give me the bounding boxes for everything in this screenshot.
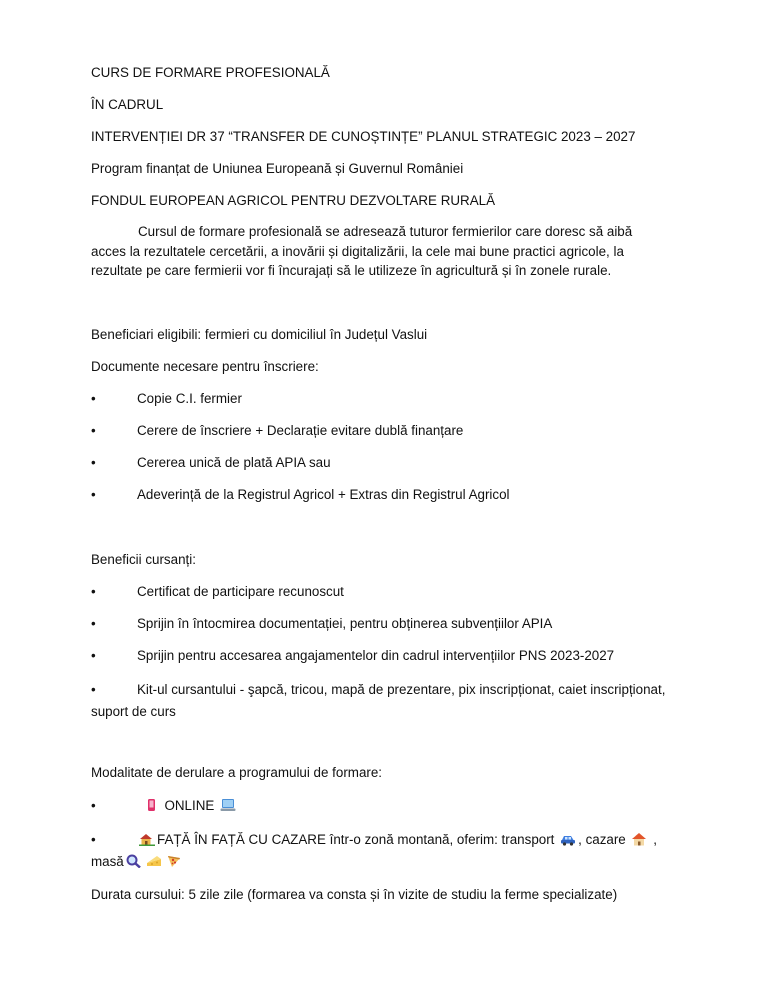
list-item	[91, 486, 510, 504]
bullet: •	[91, 648, 96, 663]
list-item	[91, 615, 552, 633]
list-item-text: Adeverință de la Registrul Agricol + Extras din Registrul Agricol	[137, 487, 510, 502]
laptop-icon	[220, 798, 236, 812]
header-funding: Program finanțat de Uniunea Europeană și Guvernul României	[91, 161, 464, 176]
list-item	[91, 422, 463, 440]
face-to-face-title: FAȚĂ ÎN FAȚĂ CU CAZARE	[157, 832, 326, 847]
list-item-text: Sprijin pentru accesarea angajamentelor din cadrul intervențiilor PNS 2023-2027	[137, 648, 615, 663]
bullet: •	[91, 584, 96, 599]
magnifier-icon	[126, 854, 142, 868]
list-item	[91, 583, 344, 601]
bullet: •	[91, 423, 96, 438]
intro-paragraph: Cursul de formare profesională se adresează tuturor fermierilor care doresc să aibă acces la rezultatele cercetării, a inovării și digitalizării, la cele mai bune practici agricole, la rezultate pe care fermierii vor fi încurajați să le utilizeze în agricultură și în zonele rurale.	[91, 224, 633, 278]
header-intervention: INTERVENȚIEI DR 37 “TRANSFER DE CUNOȘTINȚE” PLANUL STRATEGIC 2023 – 2027	[91, 129, 636, 144]
face-to-face-text: ,	[649, 832, 657, 847]
bullet: •	[91, 391, 96, 406]
face-to-face-text: masă	[91, 854, 124, 869]
header-fund-name: FONDUL EUROPEAN AGRICOL PENTRU DEZVOLTARE RURALĂ	[91, 193, 496, 208]
list-item-text: Sprijin în întocmirea documentației, pentru obținerea subvențiilor APIA	[137, 616, 553, 631]
eligible-beneficiaries: Beneficiari eligibili: fermieri cu domiciliul în Județul Vaslui	[91, 327, 428, 342]
bullet: •	[91, 682, 96, 697]
bullet: •	[91, 455, 96, 470]
list-item-face-to-face	[91, 829, 666, 873]
phone-icon	[143, 798, 159, 812]
house-icon	[631, 832, 647, 846]
face-to-face-text: într-o zonă montană, oferim: transport	[325, 832, 559, 847]
list-item-text: Cerere de înscriere + Declarație evitare dublă finanțare	[137, 423, 464, 438]
list-item	[91, 679, 666, 723]
pizza-icon	[166, 854, 182, 868]
bullet: •	[91, 616, 96, 631]
cheese-icon	[146, 854, 162, 868]
header-course-title: CURS DE FORMARE PROFESIONALĂ	[91, 65, 330, 80]
face-to-face-text: , cazare	[578, 832, 630, 847]
list-item	[91, 647, 614, 665]
list-item	[91, 454, 331, 472]
list-item	[91, 390, 242, 408]
car-icon	[560, 832, 576, 846]
documents-heading: Documente necesare pentru înscriere:	[91, 359, 319, 374]
course-duration: Durata cursului: 5 zile zile (formarea va consta și în vizite de studiu la ferme specializate)	[91, 887, 618, 902]
list-item-text: Cererea unică de plată APIA sau	[137, 455, 331, 470]
header-within: ÎN CADRUL	[91, 97, 164, 112]
bullet: •	[91, 487, 96, 502]
modality-heading: Modalitate de derulare a programului de formare:	[91, 765, 383, 780]
bullet: •	[91, 832, 96, 847]
house-pen-icon	[139, 832, 155, 846]
list-item-text: Copie C.I. fermier	[137, 391, 242, 406]
benefits-heading: Beneficii cursanți:	[91, 552, 196, 567]
list-item-text: Kit-ul cursantului - şapcă, tricou, mapă de prezentare, pix inscripționat, caiet inscripționat, suport de curs	[91, 682, 666, 719]
bullet: •	[91, 798, 96, 813]
list-item-text: Certificat de participare recunoscut	[137, 584, 344, 599]
list-item-online	[91, 797, 238, 815]
online-label: ONLINE	[164, 798, 215, 813]
